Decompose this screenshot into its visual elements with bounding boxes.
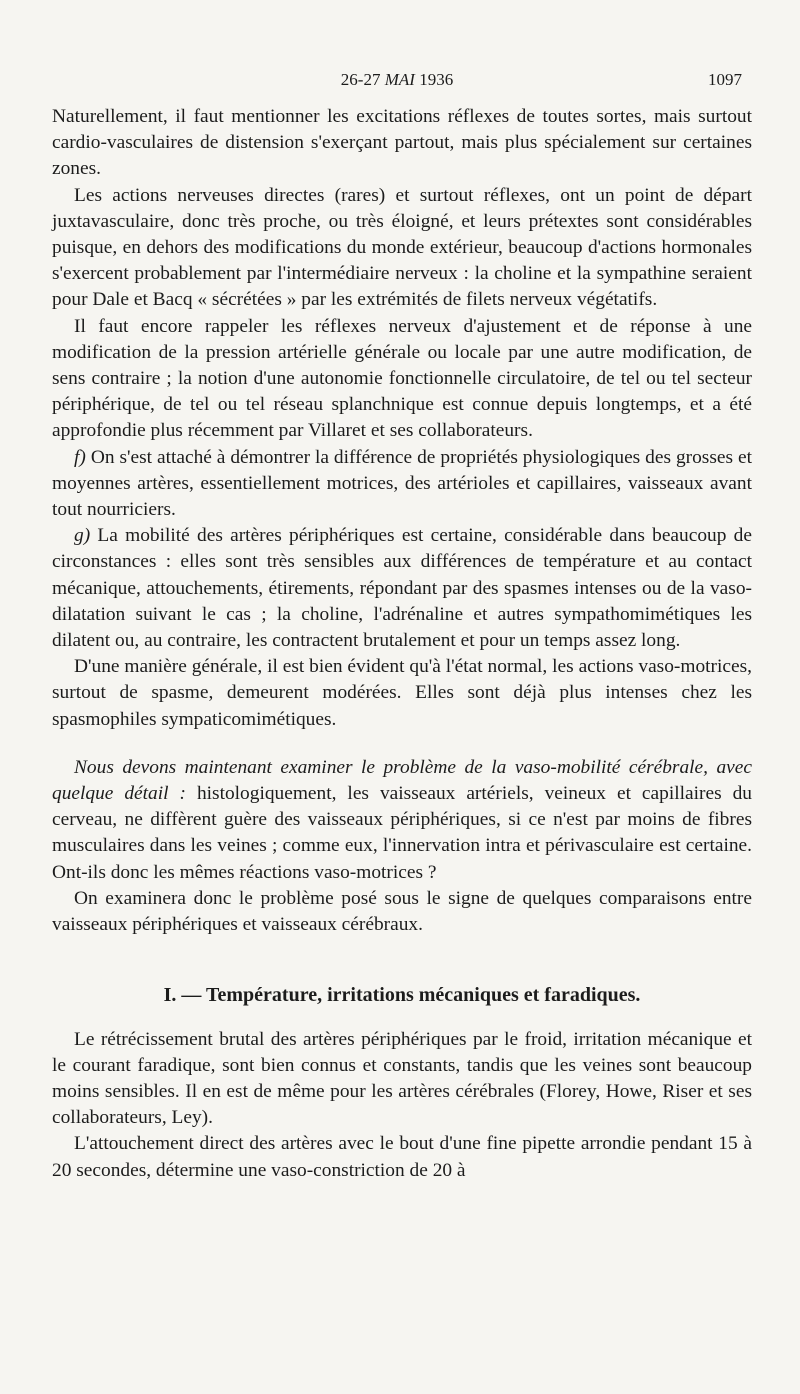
- paragraph-7: [52, 755, 752, 886]
- paragraph-6: D'une manière générale, il est bien évident qu'à l'état normal, les actions vaso-motrices, surtout de spasme, demeurent modérées. Elles sont déjà plus intenses chez les spasmophiles sympaticomimétiques.: [52, 656, 752, 730]
- running-header: [52, 70, 742, 94]
- paragraph-4-text: On s'est attaché à démontrer la différence de propriétés physiologiques des grosses et moyennes artères, essentiellement motrices, des artérioles et capillaires, vaisseaux avant tout nourriciers.: [52, 446, 752, 521]
- paragraph-5: [52, 523, 752, 654]
- body-text: [52, 104, 752, 1184]
- paragraph-9: Le rétrécissement brutal des artères périphériques par le froid, irritation mécanique et le courant faradique, sont bien connus et constants, tandis que les veines sont beaucoup moins sensibles. Il en est de même pour les artères cérébrales (Florey, Howe, Riser et ses collaborateurs, Ley).: [52, 1028, 752, 1129]
- section-heading: I. — Température, irritations mécaniques et faradiques.: [163, 984, 641, 1007]
- paragraph-3: Il faut encore rappeler les réflexes nerveux d'ajustement et de réponse à une modification de la pression artérielle générale ou locale par une autre modification, de sens contraire ; la notion d'une autonomie fonctionnelle circulatoire, de tel ou tel secteur périphérique, de tel ou tel réseau splanchnique est connue depuis longtemps, et a été approfondie plus récemment par Villaret et ses collaborateurs.: [52, 315, 752, 442]
- paragraph-7-text: histologiquement, les vaisseaux artériels, veineux et capillaires du cerveau, ne diffèrent guère des vaisseaux périphériques, si ce n'est par moins de fibres musculaires dans les veines ; comme eux, l'innervation intra et périvasculaire est certaine. Ont-ils donc les mêmes réactions vaso-motrices ?: [52, 783, 752, 883]
- header-year: 1936: [419, 70, 454, 89]
- header-date: [52, 70, 742, 90]
- paragraph-10: L'attouchement direct des artères avec le bout d'une fine pipette arrondie pendant 15 à 20 secondes, détermine une vaso-constriction de 20 à: [52, 1133, 752, 1181]
- paragraph-5-text: La mobilité des artères périphériques est certaine, considérable dans beaucoup de circonstances : elles sont très sensibles aux différences de température et au contact mécanique, attouchements, étirements, répondant par des spasmes intenses ou de la vaso-dilatation suivant le cas ; la choline, l'adrénaline et autres sympathomimétiques les dilatent ou, au contraire, les contractent brutalement et pour un temps assez long.: [52, 525, 752, 652]
- item-label-f: f): [74, 446, 86, 468]
- page-number: 1097: [708, 70, 742, 89]
- paragraph-4: [52, 445, 752, 524]
- item-label-g: g): [74, 525, 91, 547]
- paragraph-7-italic: Nous devons maintenant examiner le problème de la vaso-mobilité cérébrale, avec quelque détail :: [52, 756, 752, 805]
- header-month: MAI: [384, 70, 415, 89]
- header-date-prefix: 26-27: [340, 70, 381, 89]
- paragraph-2: Les actions nerveuses directes (rares) et surtout réflexes, ont un point de départ juxtavasculaire, donc très proche, ou très éloigné, et leurs prétextes sont considérables puisque, en dehors des modifications du monde extérieur, beaucoup d'actions hormonales s'exercent probablement par l'intermédiaire nerveux : la choline et la sympathine seraient pour Dale et Bacq « sécrétées » par les extrémités de filets nerveux végétatifs.: [52, 184, 752, 311]
- paragraph-1: Naturellement, il faut mentionner les excitations réflexes de toutes sortes, mais surtout cardio-vasculaires de distension s'exerçant partout, mais plus spécialement sur certaines zones.: [52, 106, 752, 180]
- paragraph-8: On examinera donc le problème posé sous le signe de quelques comparaisons entre vaisseaux périphériques et vaisseaux cérébraux.: [52, 887, 752, 936]
